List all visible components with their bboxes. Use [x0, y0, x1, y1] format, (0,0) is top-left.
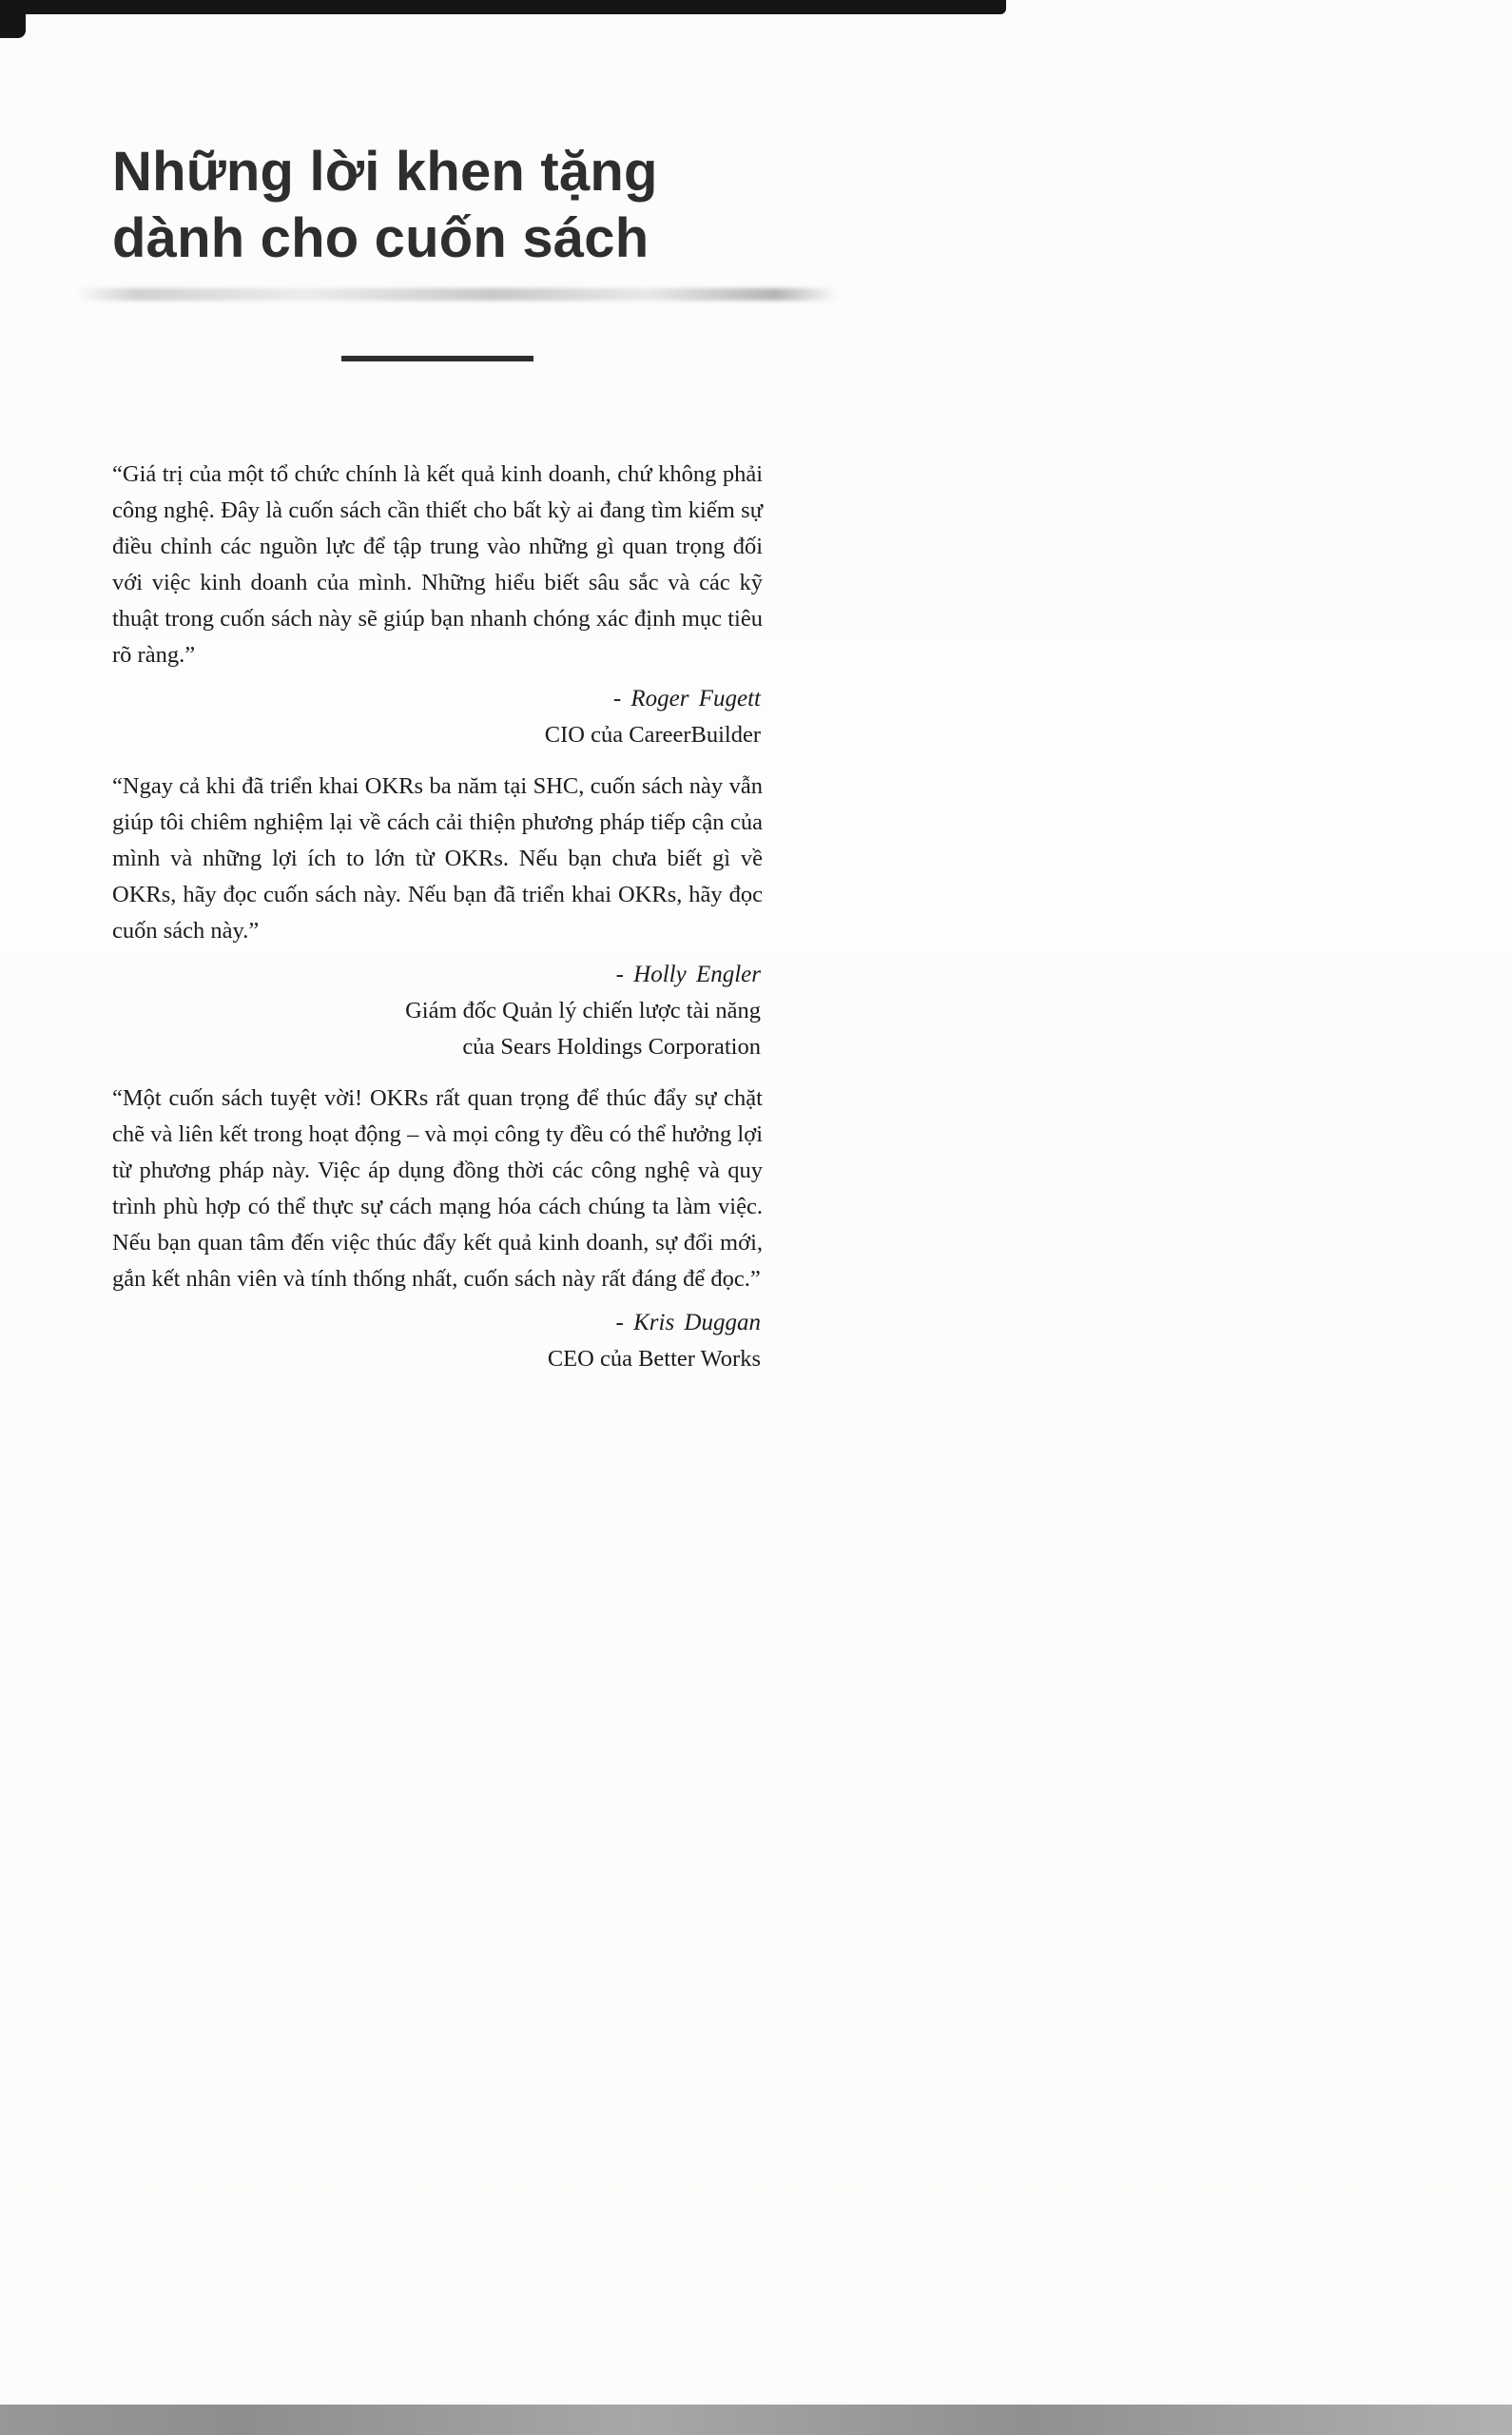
quote-author: - Holly Engler — [615, 962, 761, 987]
quote-attribution — [112, 957, 761, 1065]
quote-author: - Kris Duggan — [615, 1310, 761, 1335]
page-title-line-2: dành cho cuốn sách — [112, 207, 649, 269]
quote-block — [112, 457, 763, 753]
page-title-line-1: Những lời khen tặng — [112, 141, 658, 203]
quote-attribution — [112, 681, 761, 753]
scan-artifact-corner — [0, 0, 26, 38]
quote-text: “Ngay cả khi đã triển khai OKRs ba năm tại SHC, cuốn sách này vẫn giúp tôi chiêm nghiệm lại về cách cải thiện phương pháp tiếp cận của mình và những lợi ích to lớn từ OKRs. Nếu bạn chưa biết gì về OKRs, hãy đọc cuốn sách này. Nếu bạn đã triển khai OKRs, hãy đọc cuốn sách này.” — [112, 773, 763, 944]
quote-author-role: của Sears Holdings Corporation — [462, 1034, 761, 1060]
page-title — [112, 139, 763, 272]
page-content — [112, 139, 763, 1393]
quote-author-role: CIO của CareerBuilder — [544, 722, 761, 748]
quote-text: “Giá trị của một tổ chức chính là kết quả kinh doanh, chứ không phải công nghệ. Đây là cuốn sách cần thiết cho bất kỳ ai đang tìm kiếm sự điều chỉnh các nguồn lực để tập trung vào những gì quan trọng đối với việc kinh doanh của mình. Những hiểu biết sâu sắc và các kỹ thuật trong cuốn sách này sẽ giúp bạn nhanh chóng xác định mục tiêu rõ ràng.” — [112, 461, 763, 668]
quote-attribution — [112, 1305, 761, 1377]
quote-block — [112, 1081, 763, 1377]
quote-author-role: CEO của Better Works — [547, 1346, 761, 1372]
title-divider — [341, 356, 533, 361]
quote-author-role: Giám đốc Quản lý chiến lược tài năng — [405, 998, 761, 1023]
quote-author: - Roger Fugett — [612, 686, 761, 711]
scan-artifact-top-edge — [0, 0, 1006, 14]
quote-block — [112, 769, 763, 1065]
quote-text: “Một cuốn sách tuyệt vời! OKRs rất quan trọng để thúc đẩy sự chặt chẽ và liên kết trong hoạt động – và mọi công ty đều có thể hưởng lợi từ phương pháp này. Việc áp dụng đồng thời các công nghệ và quy trình phù hợp có thể thực sự cách mạng hóa cách chúng ta làm việc. Nếu bạn quan tâm đến việc thúc đẩy kết quả kinh doanh, sự đổi mới, gắn kết nhân viên và tính thống nhất, cuốn sách này rất đáng để đọc.” — [112, 1085, 763, 1292]
scan-artifact-bottom-bar — [0, 2405, 1512, 2435]
